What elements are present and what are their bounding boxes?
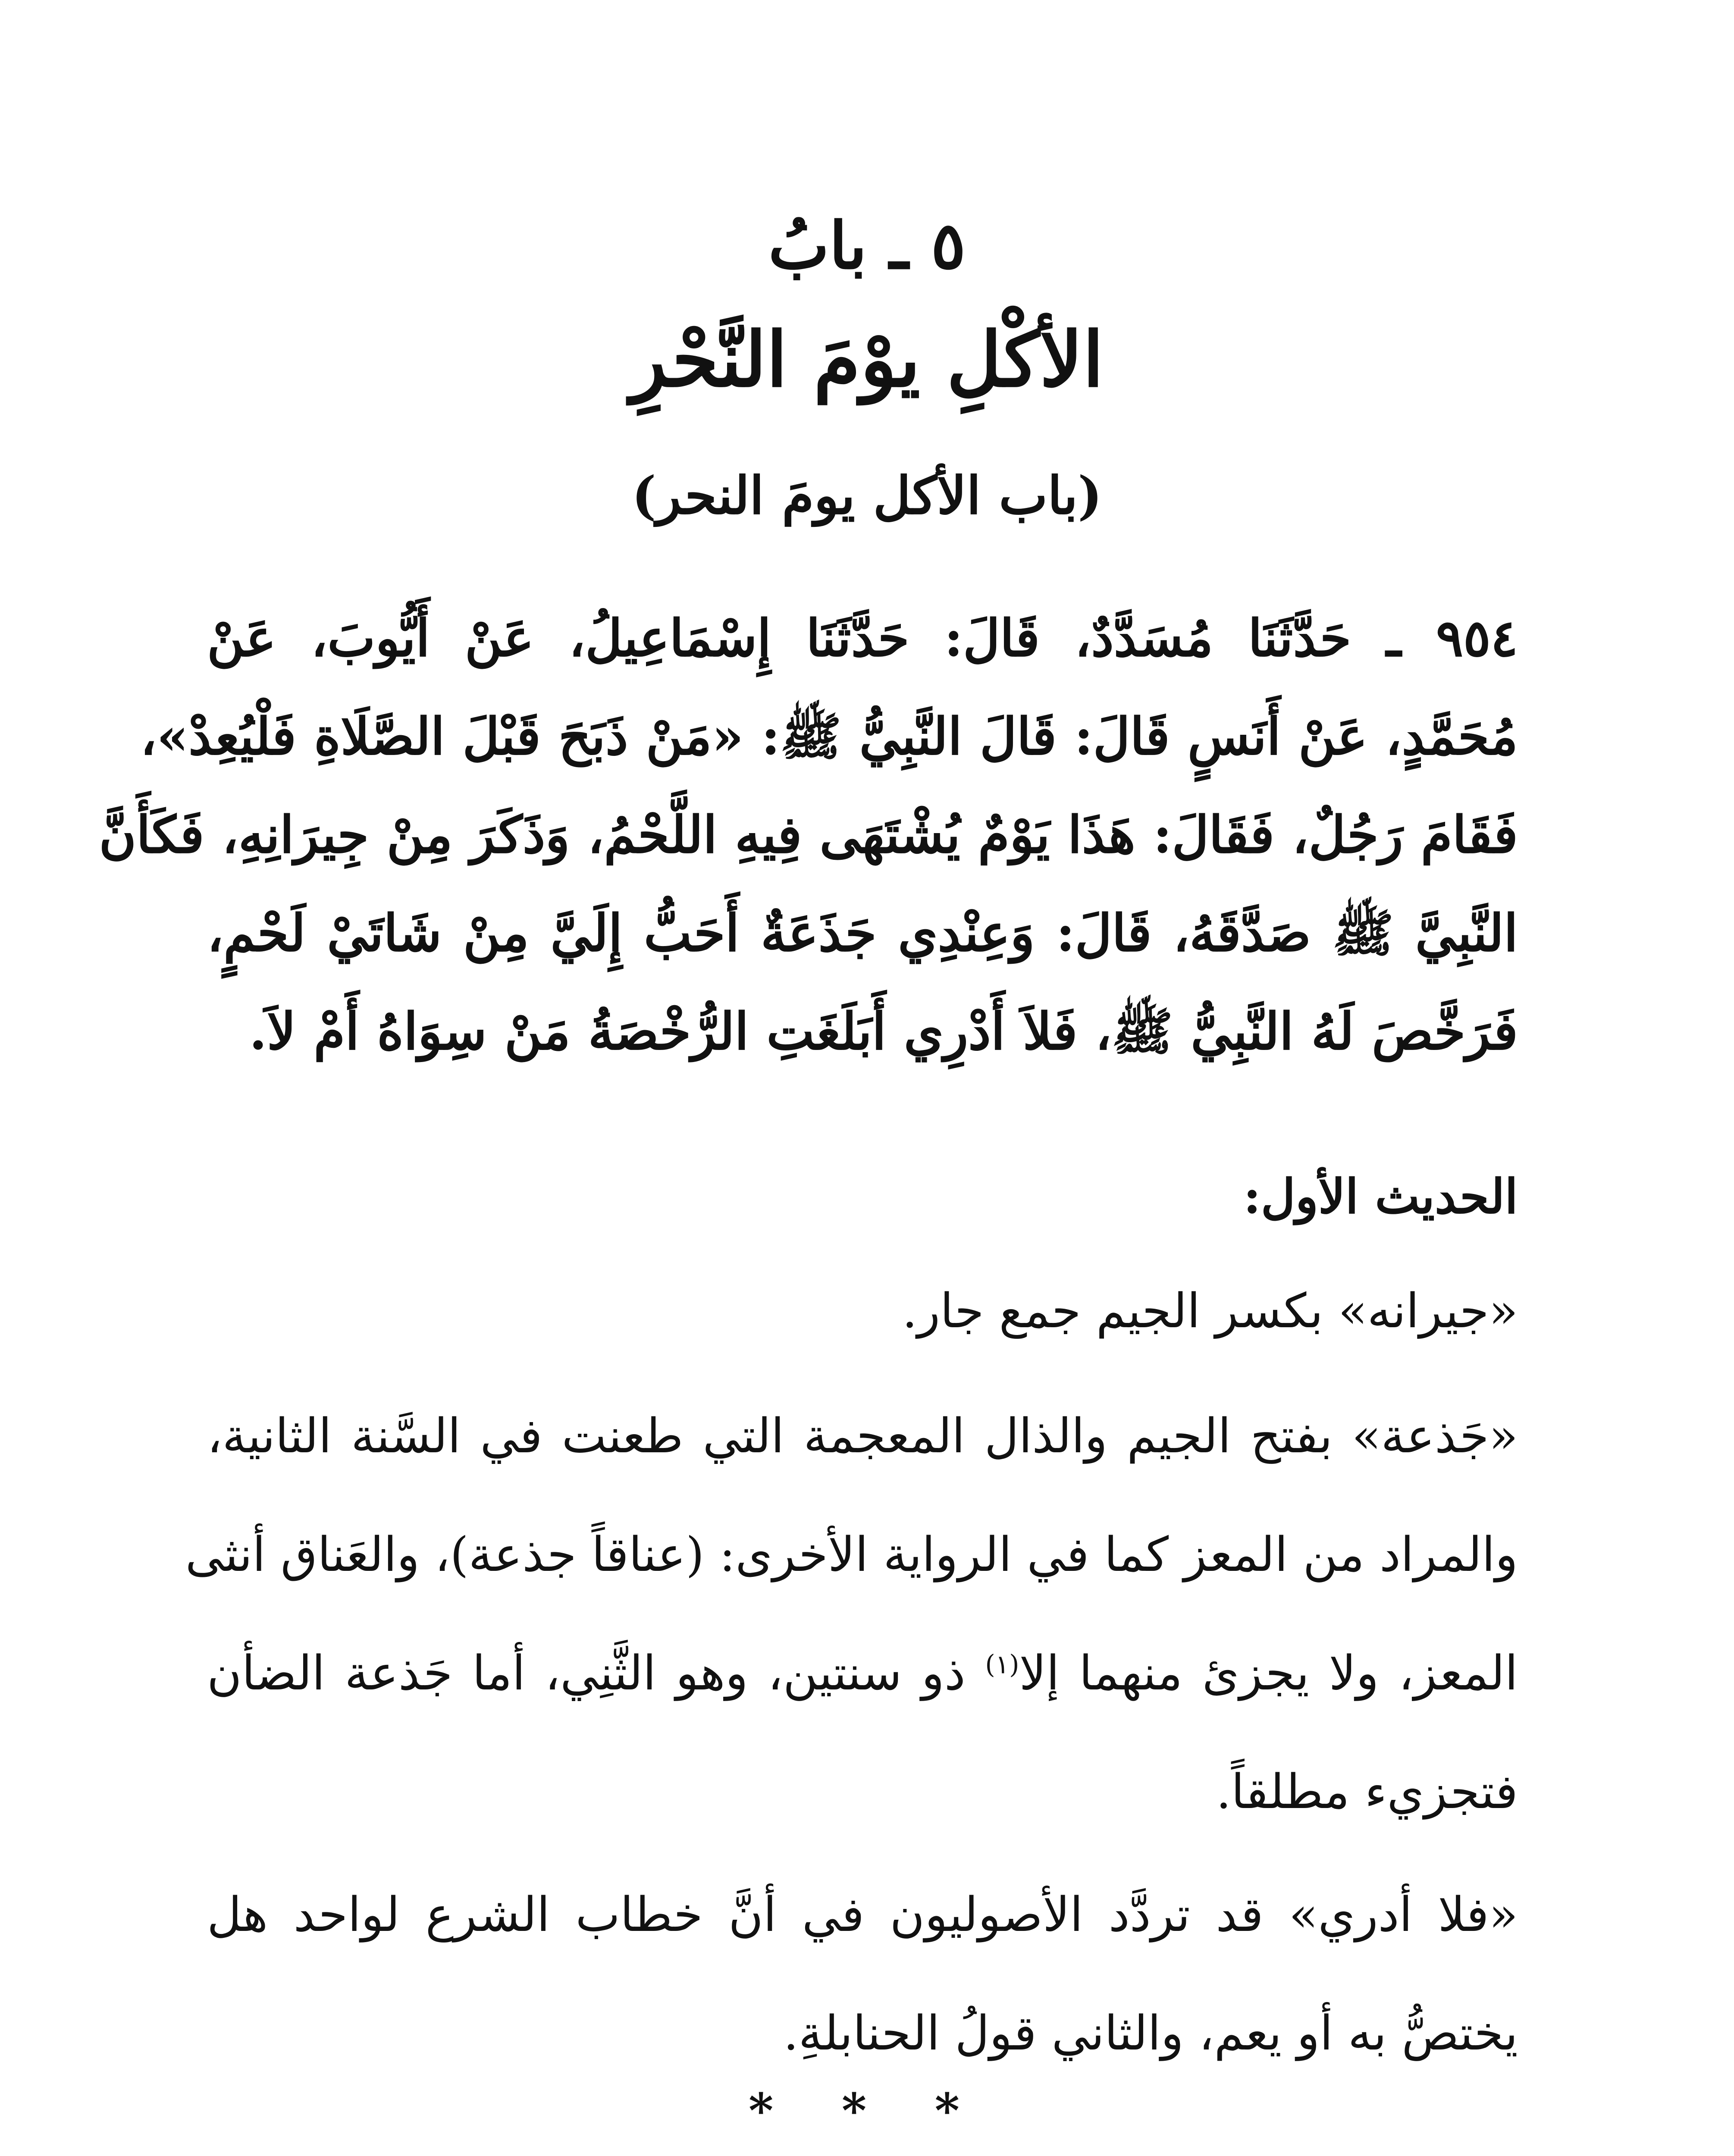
commentary-heading: الحديث الأول: [1243, 1169, 1518, 1224]
commentary-line: والمراد من المعز كما في الرواية الأخرى: (عناقاً جذعة)، والعَناق أنثى [185, 1527, 1518, 1582]
commentary-text: المعز، ولا يجزئ منهما إلا [1019, 1645, 1518, 1701]
commentary-line: يختصُّ به أو يعم، والثاني قولُ الحنابلةِ. [783, 2006, 1518, 2061]
chapter-number: ٥ ـ بابُ [768, 208, 966, 284]
hadith-line: فَرَخَّصَ لَهُ النَّبِيُّ ﷺ، فَلاَ أَدْرِي أَبَلَغَتِ الرُّخْصَةُ مَنْ سِوَاهُ أَمْ لاَ. [249, 1001, 1518, 1061]
hadith-line: النَّبِيَّ ﷺ صَدَّقَهُ، قَالَ: وَعِنْدِي جَذَعَةٌ أَحَبُّ إِلَيَّ مِنْ شَاتَيْ لَحْمٍ، [207, 903, 1518, 963]
hadith-line: ٩٥٤ ـ حَدَّثَنَا مُسَدَّدٌ، قَالَ: حَدَّثَنَا إِسْمَاعِيلُ، عَنْ أَيُّوبَ، عَنْ [207, 608, 1518, 668]
commentary-line: فتجزيء مطلقاً. [1216, 1764, 1518, 1819]
commentary-text: ذو سنتين، وهو الثَّنِي، أما جَذعة الضأن [207, 1645, 966, 1701]
footnote-marker[interactable]: (١) [985, 1649, 1019, 1680]
hadith-line: فَقَامَ رَجُلٌ، فَقَالَ: هَذَا يَوْمٌ يُشْتَهَى فِيهِ اللَّحْمُ، وَذَكَرَ مِنْ جِيرَانِهِ، فَكَأَنَّ [99, 805, 1518, 865]
section-separator: * * * [748, 2083, 986, 2138]
commentary-line [207, 1641, 1518, 1705]
commentary [185, 1164, 1518, 2061]
hadith-line: مُحَمَّدٍ، عَنْ أَنَسٍ قَالَ: قَالَ النَّبِيُّ ﷺ: «مَنْ ذَبَحَ قَبْلَ الصَّلَاةِ فَلْيُعِدْ»، [140, 706, 1518, 766]
commentary-paragraph: «جيرانه» بكسر الجيم جمع جار. [902, 1283, 1518, 1338]
hadith-text [99, 604, 1518, 1078]
chapter-subtitle: (باب الأكل يومَ النحر) [631, 465, 1103, 526]
chapter-title: الأكْلِ يوْمَ النَّحْرِ [630, 316, 1104, 404]
commentary-line: «فلا أدري» قد تردَّد الأصوليون في أنَّ خطاب الشرع لواحد هل [207, 1887, 1518, 1942]
commentary-line: «جَذعة» بفتح الجيم والذال المعجمة التي طعنت في السَّنة الثانية، [207, 1408, 1518, 1463]
